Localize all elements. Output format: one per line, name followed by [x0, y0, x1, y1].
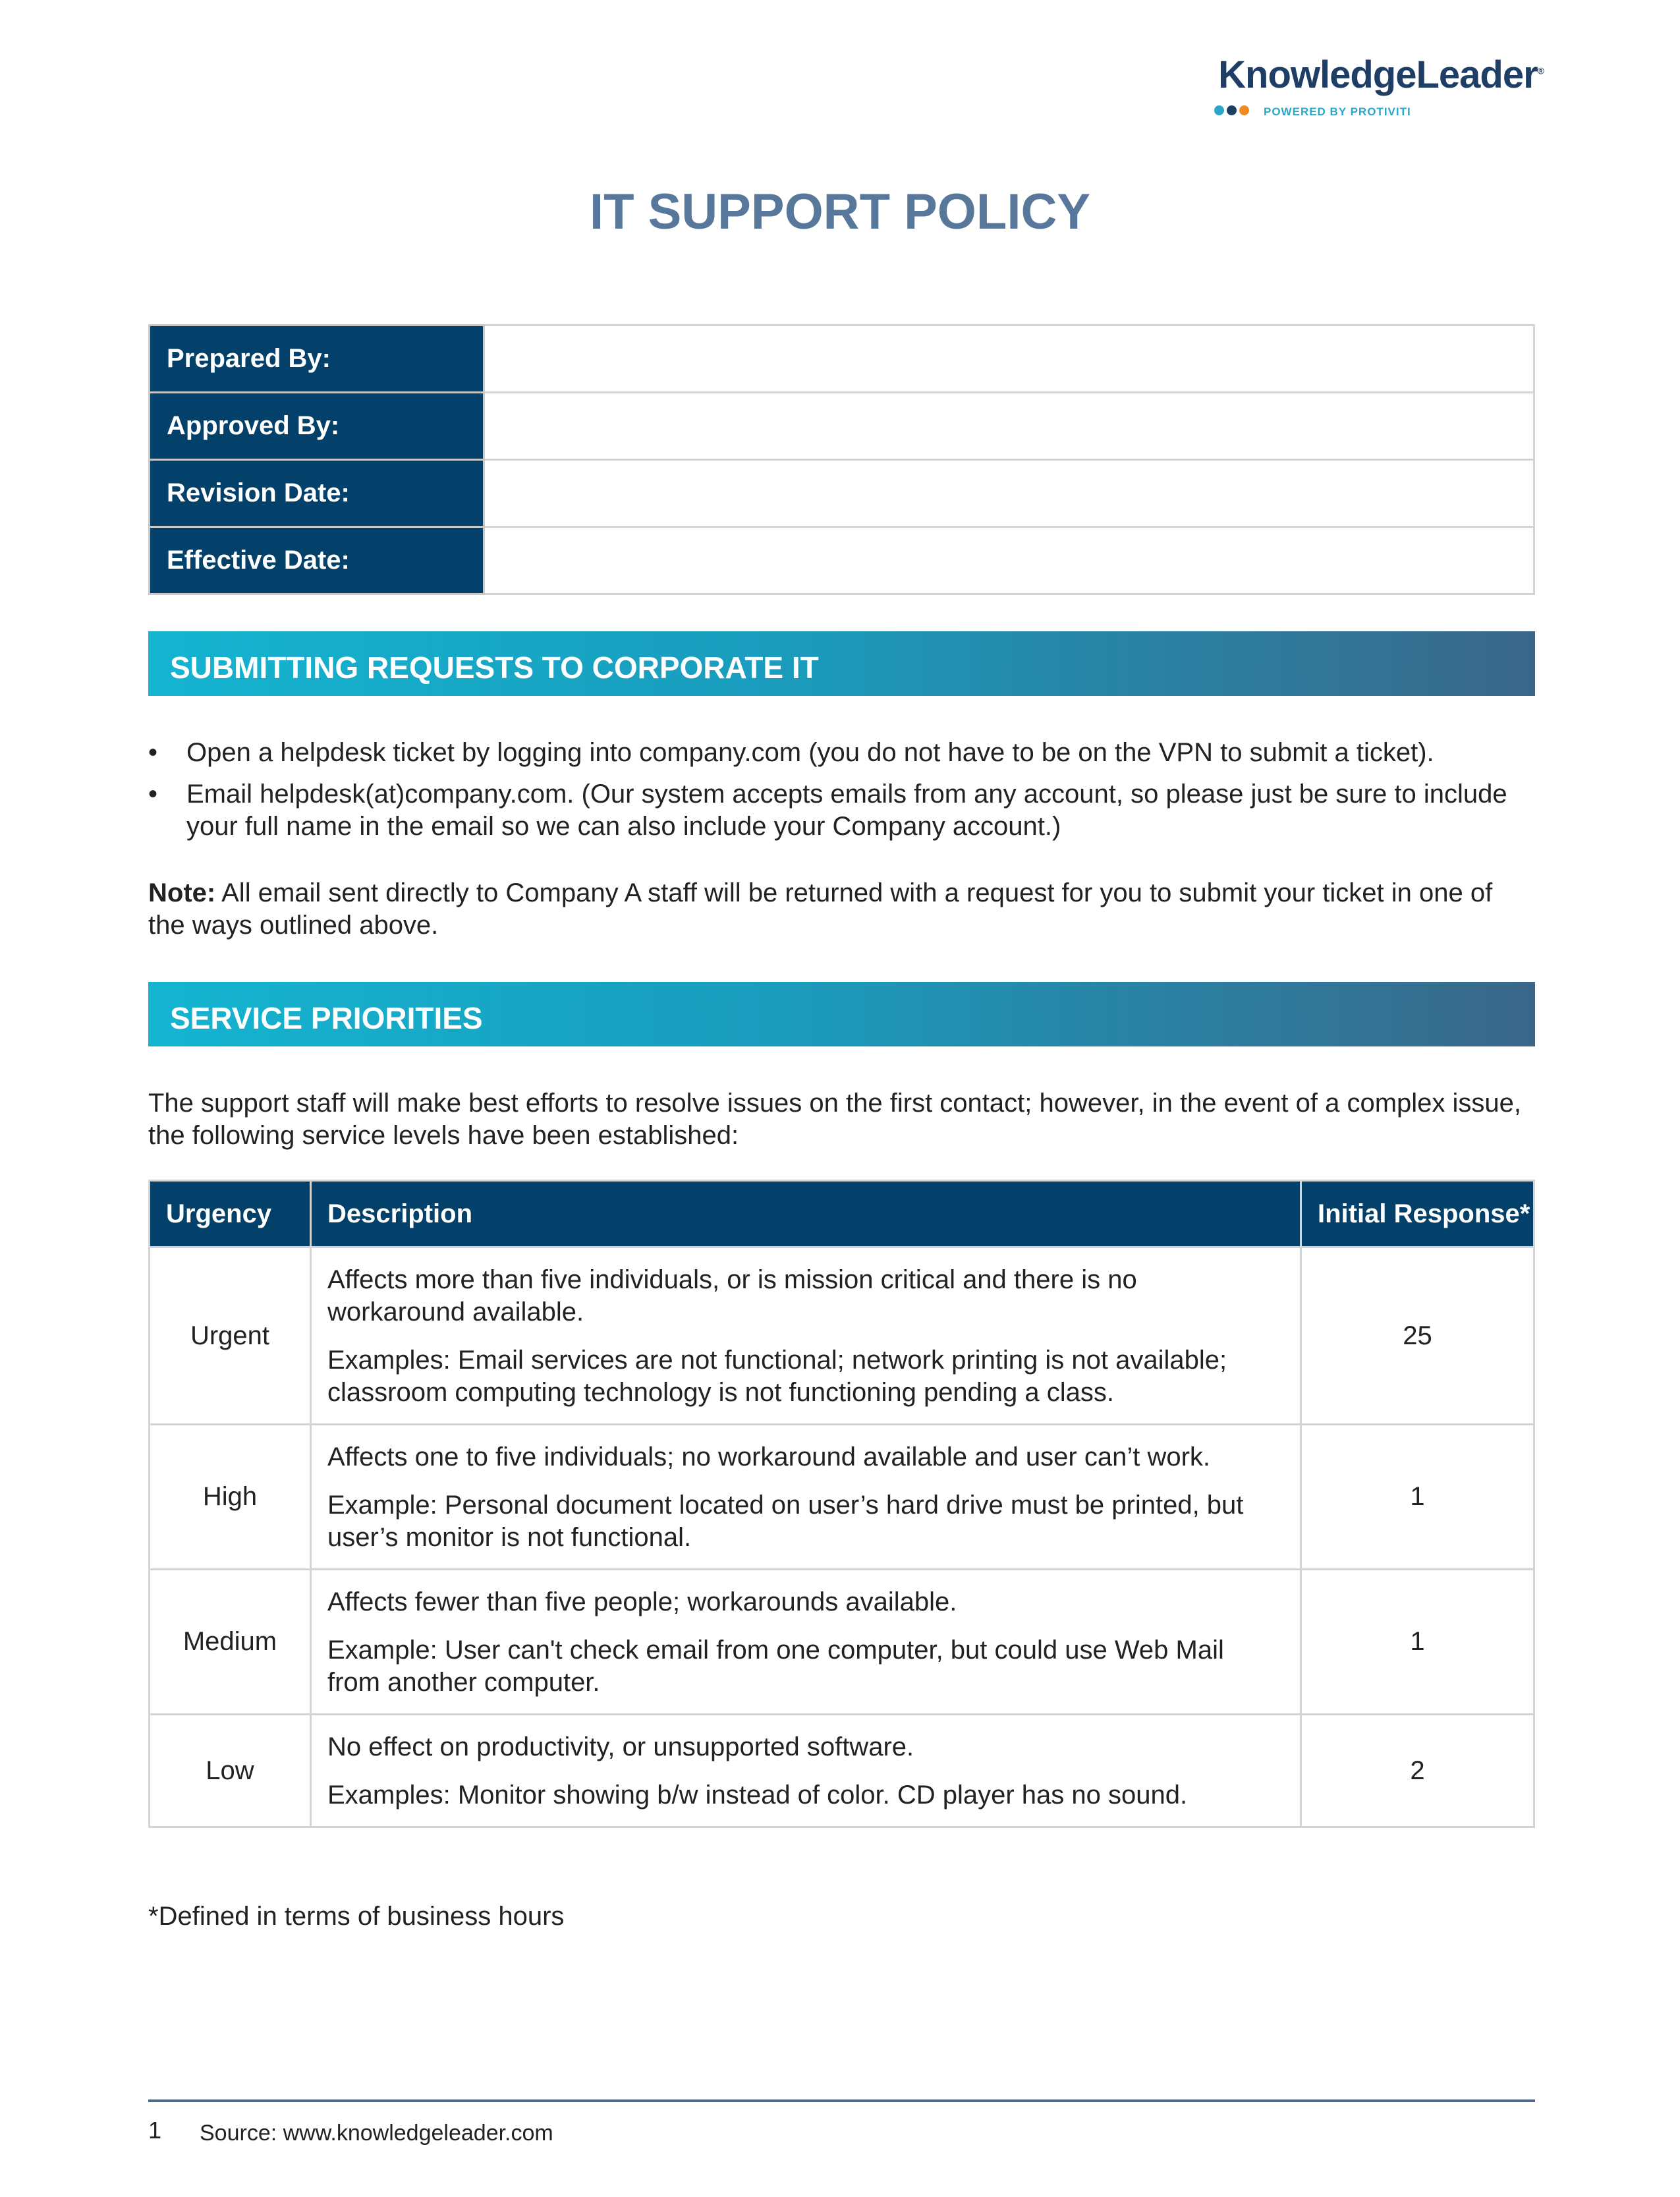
description-text: No effect on productivity, or unsupported software. — [327, 1732, 914, 1761]
description-text: Affects fewer than five people; workarounds available. — [327, 1587, 957, 1616]
info-row-effective-date — [150, 527, 1534, 594]
description-cell — [311, 1247, 1301, 1425]
service-levels-table — [148, 1180, 1535, 1828]
description-example: Example: Personal document located on user’s hard drive must be printed, but user’s monitor is not functional. — [327, 1491, 1244, 1552]
section-heading-text: SUBMITTING REQUESTS TO CORPORATE IT — [170, 650, 819, 685]
table-header-row — [150, 1181, 1534, 1247]
bullet-icon: • — [148, 780, 158, 809]
note-text: All email sent directly to Company A staff will be returned with a request for you to submit your ticket in one of the ways outlined above. — [148, 878, 1493, 940]
response-cell: 1 — [1301, 1425, 1534, 1570]
list-item — [148, 737, 1535, 769]
info-label: Revision Date: — [150, 460, 484, 527]
service-intro-paragraph: The support staff will make best efforts to resolve issues on the first contact; however, in the event of a complex issue, the following service levels have been established: — [148, 1089, 1522, 1150]
response-cell: 25 — [1301, 1247, 1534, 1425]
info-row-approved-by — [150, 393, 1534, 460]
column-header-description: Description — [311, 1181, 1301, 1247]
logo-wordmark: KnowledgeLeader® — [1218, 53, 1544, 96]
info-value-field[interactable] — [484, 393, 1534, 460]
knowledgeleader-logo — [1214, 53, 1544, 132]
section-heading-submitting-requests — [148, 631, 1535, 696]
column-header-urgency: Urgency — [150, 1181, 311, 1247]
description-cell — [311, 1715, 1301, 1827]
bullet-icon: • — [148, 738, 158, 767]
description-text: Affects more than five individuals, or is mission critical and there is no workaround available. — [327, 1265, 1137, 1327]
document-info-table — [148, 324, 1535, 595]
section-heading-text: SERVICE PRIORITIES — [170, 1001, 483, 1035]
info-label: Effective Date: — [150, 527, 484, 594]
section-heading-service-priorities — [148, 982, 1535, 1046]
document-title: IT SUPPORT POLICY — [589, 184, 1091, 240]
list-item-text: Open a helpdesk ticket by logging into company.com (you do not have to be on the VPN to submit a ticket). — [186, 738, 1434, 767]
info-value-field[interactable] — [484, 527, 1534, 594]
note-paragraph — [148, 877, 1535, 942]
description-example: Example: User can't check email from one computer, but could use Web Mail from another computer. — [327, 1636, 1224, 1697]
column-header-initial-response: Initial Response* — [1301, 1181, 1534, 1247]
response-cell: 2 — [1301, 1715, 1534, 1827]
description-cell — [311, 1570, 1301, 1715]
urgency-cell: Urgent — [150, 1247, 311, 1425]
page-number: 1 — [148, 2117, 162, 2144]
urgency-cell: High — [150, 1425, 311, 1570]
source-credit: Source: www.knowledgeleader.com — [200, 2121, 553, 2146]
table-footnote: *Defined in terms of business hours — [148, 1902, 565, 1931]
request-methods-list — [148, 737, 1535, 852]
info-value-field[interactable] — [484, 460, 1534, 527]
table-row — [150, 1425, 1534, 1570]
response-cell: 1 — [1301, 1570, 1534, 1715]
description-example: Examples: Monitor showing b/w instead of color. CD player has no sound. — [327, 1781, 1188, 1810]
description-example: Examples: Email services are not functional; network printing is not available; classroom computing technology is not functioning pending a class. — [327, 1346, 1227, 1407]
note-label: Note: — [148, 878, 216, 907]
table-row — [150, 1570, 1534, 1715]
info-row-revision-date — [150, 460, 1534, 527]
table-row — [150, 1247, 1534, 1425]
description-text: Affects one to five individuals; no workaround available and user can’t work. — [327, 1442, 1211, 1471]
logo-tagline: POWERED BY PROTIVITI — [1264, 105, 1411, 118]
logo-dots-icon — [1214, 105, 1252, 119]
info-value-field[interactable] — [484, 326, 1534, 393]
urgency-cell: Medium — [150, 1570, 311, 1715]
description-cell — [311, 1425, 1301, 1570]
table-row — [150, 1715, 1534, 1827]
info-label: Prepared By: — [150, 326, 484, 393]
list-item — [148, 778, 1535, 843]
urgency-cell: Low — [150, 1715, 311, 1827]
info-row-prepared-by — [150, 326, 1534, 393]
footer-divider — [148, 2099, 1535, 2102]
list-item-text: Email helpdesk(at)company.com. (Our system accepts emails from any account, so please just be sure to include your full name in the email so we can also include your Company account.) — [186, 780, 1507, 841]
info-label: Approved By: — [150, 393, 484, 460]
